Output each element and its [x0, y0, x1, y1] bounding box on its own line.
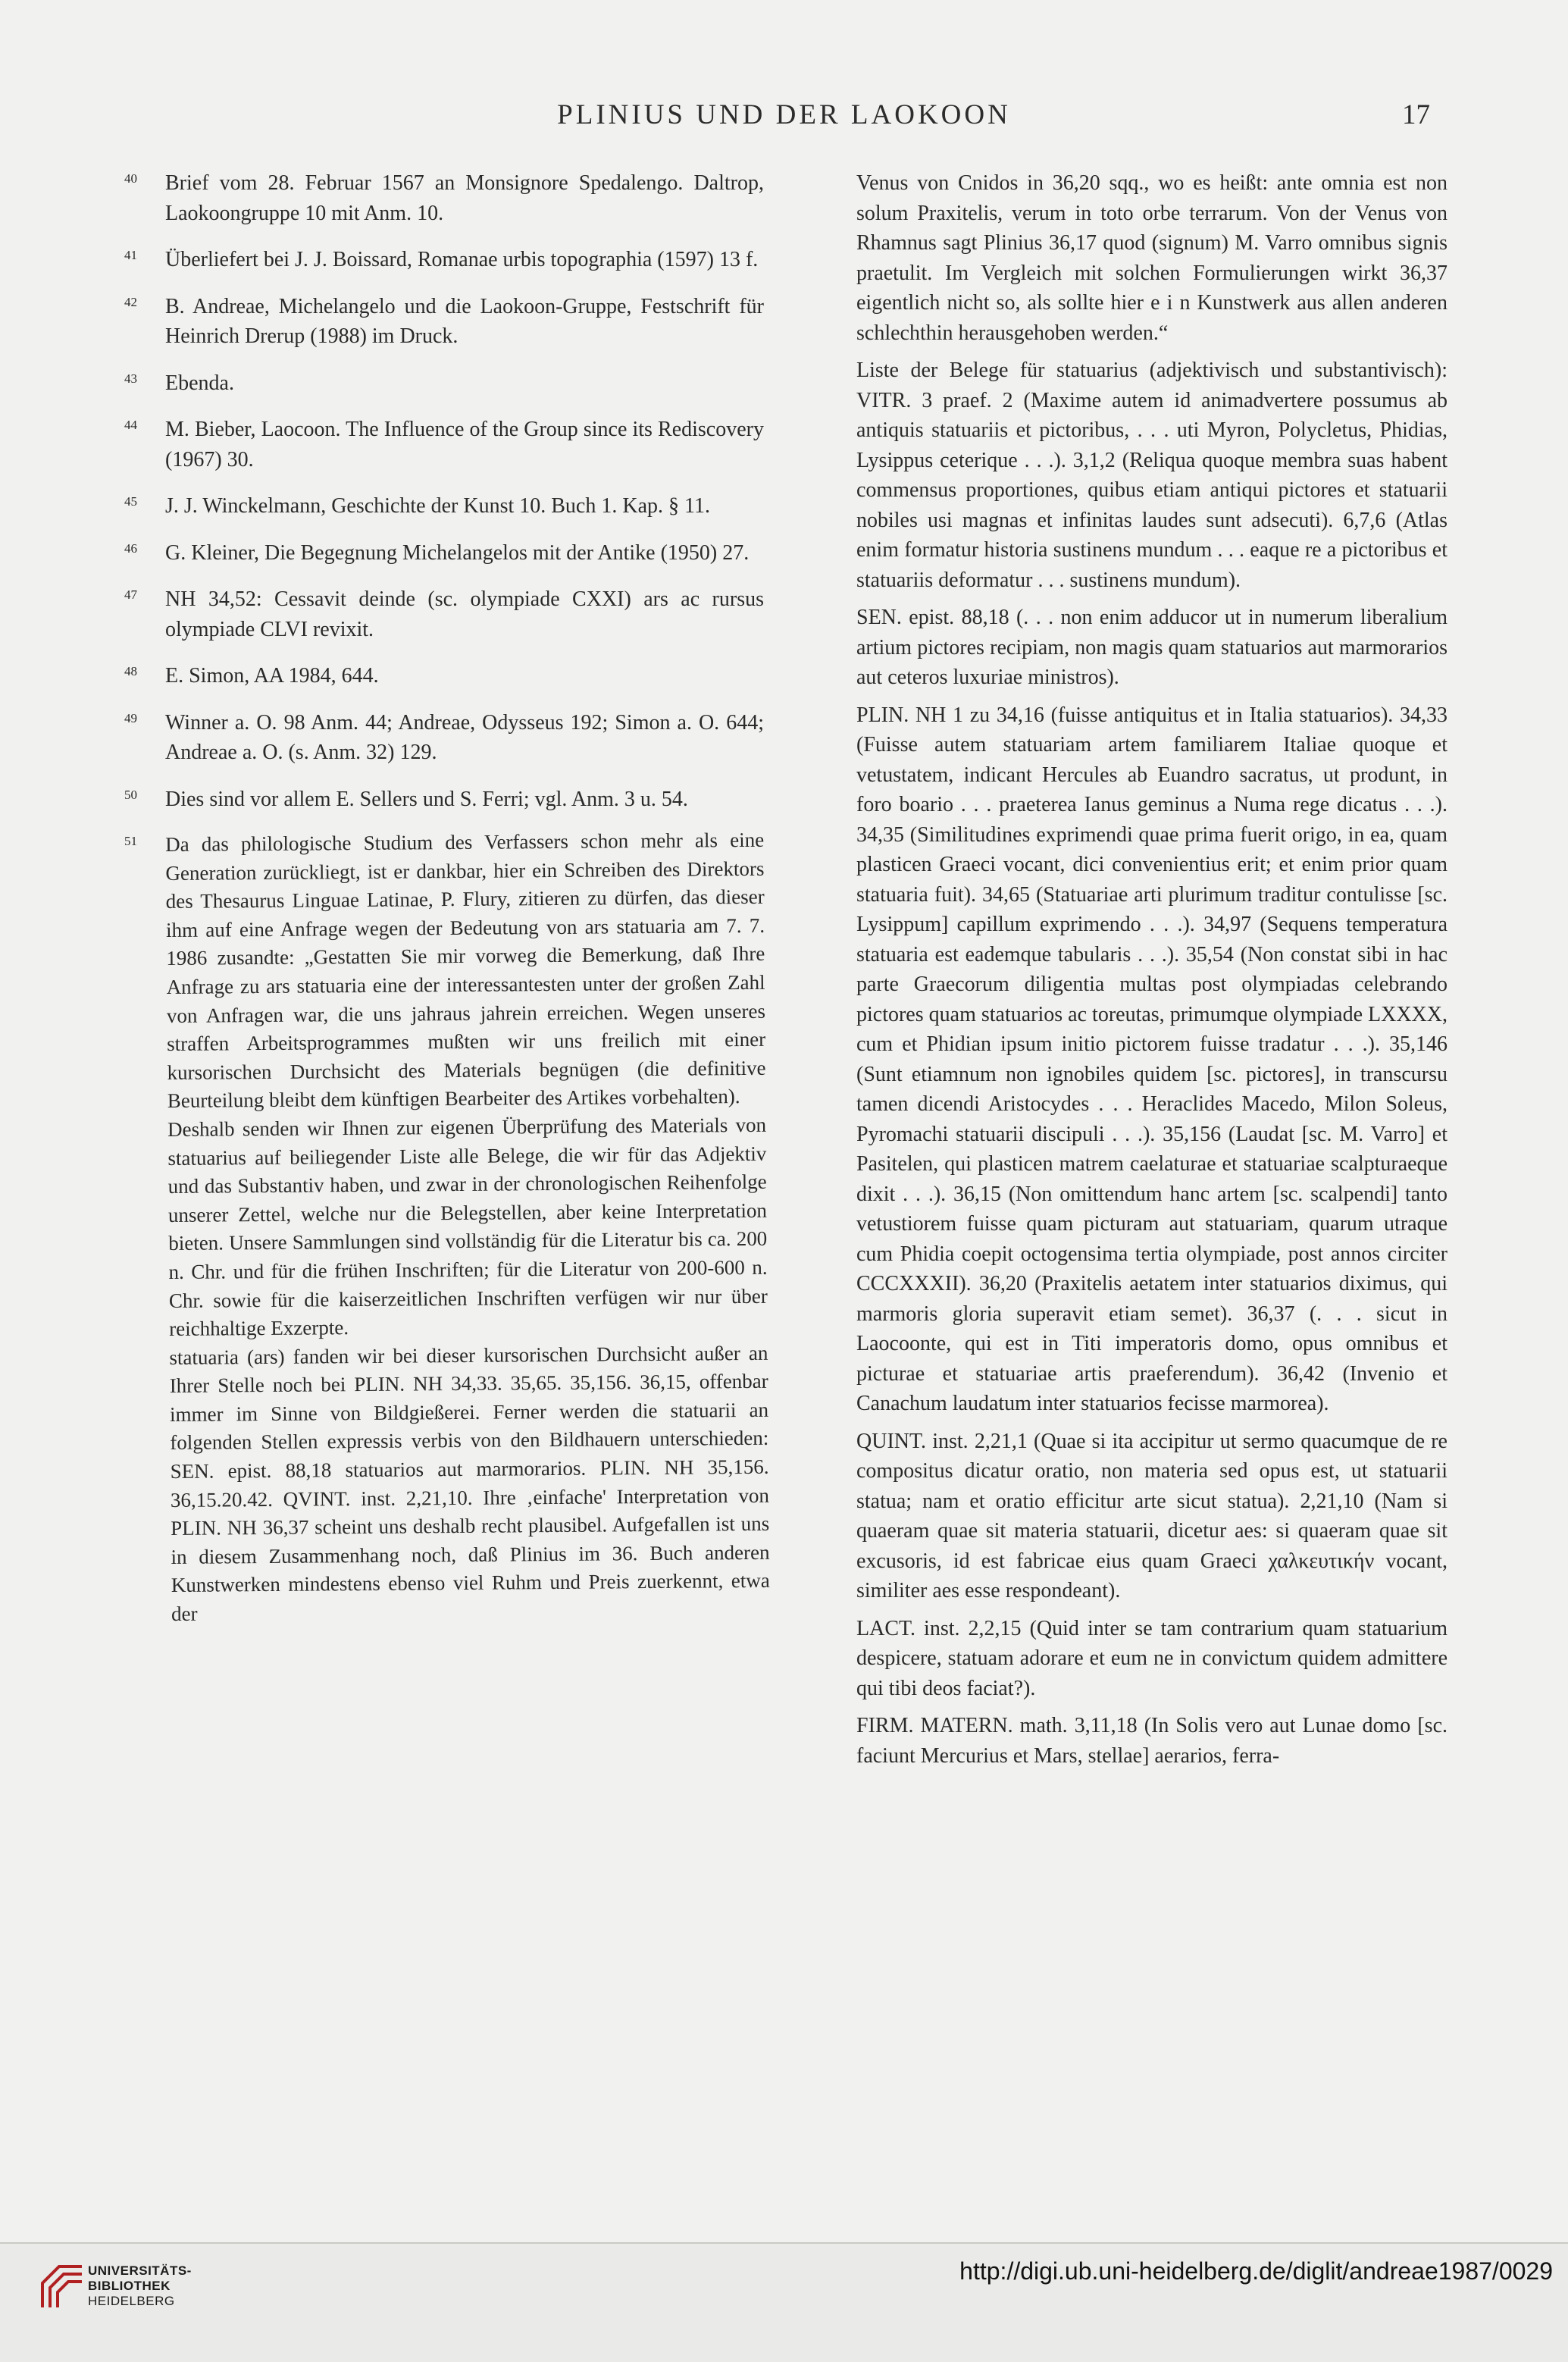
- footnote-48: [124, 661, 764, 691]
- footnote-42: [124, 292, 764, 352]
- evidence-paragraph: SEN. epist. 88,18 (. . . non enim adducor ut in numerum liberalium artium pictores recipiam, non magis quam statuarios aut marmorarios aut ceteros luxuriae ministros).: [856, 606, 1448, 689]
- letter-continuation: Venus von Cnidos in 36,20 sqq., wo es heißt: ante omnia est non solum Praxitelis, verum in toto orbe terrarum. Von der Venus von Rhamnus sagt Plinius 36,17 quod (signum) M. Varro omnibus signis praetulit. Im Vergleich mit solchen Formulierungen wirkt 36,37 eigentlich nicht so, als sollte hier e i n Kunstwerk aus allen anderen schlechthin herausgehoben werden.“: [856, 171, 1448, 345]
- footnote-46: [124, 538, 764, 569]
- footnote-number: 50: [124, 787, 137, 802]
- footnote-49: [124, 708, 764, 768]
- footnote-text: Dies sind vor allem E. Sellers und S. Ferri; vgl. Anm. 3 u. 54.: [165, 787, 688, 811]
- footnote-text: Winner a. O. 98 Anm. 44; Andreae, Odysseus 192; Simon a. O. 644; Andreae a. O. (s. Anm. 32) 129.: [165, 710, 764, 764]
- footnote-text: J. J. Winckelmann, Geschichte der Kunst 10. Buch 1. Kap. § 11.: [165, 494, 710, 518]
- footnote-number: 43: [124, 371, 137, 386]
- evidence-paragraph: PLIN. NH 1 zu 34,16 (fuisse antiquitus et in Italia statuarios). 34,33 (Fuisse autem statuariam artem familiarem Italiae quoque et vetustatem, indicant Hercules ab Euandro sacratus, ut produnt, in foro boario . . . praeterea Ianus geminus a Numa rege dicatus . . .). 34,35 (Similitudines exprimendi quae prima fuerit origo, in ea, quam plasticen Graeci vocant, dici convenientius erit; et enim prior quam statuaria fuit). 34,65 (Statuariae arti plurimum traditur contulisse [sc. Lysippum] capillum exprimendo . . .). 34,97 (Sequens temperatura statuaria est eademque tabularis . . .). 35,54 (Non constat sibi in hac parte Graecorum diligentia multas post olympiadas celebrando pictores quam statuarios ac toreutas, primumque olympiade LXXXX, cum et Phidian ipsum initio pictorem fuisse tradatur . . .). 35,146 (Sunt etiamnum non ignobiles quidem [sc. pictores], in transcursu tamen dicendi Aristocydes . . . Heraclides Macedo, Milon Soleus, Pyromachi statuarii discipuli . . .). 35,156 (Laudat [sc. M. Varro] et Pasitelen, qui plasticen matrem caelaturae et statuariae scalpturaeque dixit . . .). 36,15 (Non omittendum hanc artem [sc. scalpendi] tanto vetustiorem fuisse quam picturam aut statuariam, quarum utraque cum Phidia coepit octogensima tertia olympiade, post annos circiter CCCXXXII). 36,20 (Praxitelis aetatem inter statuarios diximus, qui marmoris gloria superavit etiam semet). 36,37 (. . . sicut in Laocoonte, qui est in Titi imperatoris domo, opus omnibus et picturae et statuariae artis praeferendum). 36,42 (Invenio et Canachum laudatum inter statuarios fecisse marmorea).: [856, 703, 1448, 1415]
- source-url-link[interactable]: http://digi.ub.uni-heidelberg.de/diglit/andreae1987/0029: [959, 2257, 1553, 2285]
- footnote-51-paragraph: Da das philologische Studium des Verfassers schon mehr als eine Generation zurückliegt, ist er dankbar, hier ein Schreiben des Direktors des Thesaurus Linguae Latinae, P. Flury, zitieren zu dürfen, das dieser ihm auf eine Anfrage wegen der Bedeutung von ars statuaria am 7. 7. 1986 zusandte: „Gestatten Sie mir vorweg die Bemerkung, daß Ihre Anfrage zu ars statuaria eine der interessantesten unter der großen Zahl von Anfragen war, die uns jahraus jahrein erreichen. Wegen unseres straffen Arbeitsprogrammes mußten wir uns freilich mit einer kursorischen Durchsicht des Materials begnügen (die definitive Beurteilung bleibt dem künftigen Bearbeiter des Artikes vorbehalten).: [165, 828, 766, 1113]
- footnote-50: [124, 785, 764, 815]
- library-name: UNIVERSITÄTS-: [88, 2263, 192, 2278]
- footnote-47: [124, 584, 764, 644]
- footnote-number: 49: [124, 710, 137, 725]
- library-city: HEIDELBERG: [88, 2294, 175, 2308]
- footnote-text: M. Bieber, Laocoon. The Influence of the Group since its Rediscovery (1967) 30.: [165, 418, 764, 471]
- footnote-number: 41: [124, 248, 137, 262]
- footnote-number: 46: [124, 540, 137, 556]
- library-name-line2: BIBLIOTHEK: [88, 2279, 171, 2293]
- footnote-51-paragraph: statuaria (ars) fanden wir bei dieser kursorischen Durchsicht außer an Ihrer Stelle noch bei PLIN. NH 34,33. 35,65. 35,156. 36,15, offenbar immer im Sinne von Bildgießerei. Ferner werden die statuarii an folgenden Stellen expressis verbis von den Bildhauern unterschieden: SEN. epist. 88,18 statuarios aut marmorarios. PLIN. NH 35,156. 36,15.20.42. QVINT. inst. 2,21,10. Ihre ‚einfache' Interpretation von PLIN. NH 36,37 scheint uns deshalb recht plausibel. Aufgefallen ist uns in diesem Zusammenhang noch, daß Plinius im 36. Buch anderen Kunstwerken mindestens ebenso viel Ruhm und Preis zuerkennt, etwa der: [169, 1341, 770, 1625]
- footnote-51-body: [165, 826, 770, 1629]
- page-number: 17: [1402, 99, 1430, 130]
- footnote-text: G. Kleiner, Die Begegnung Michelangelos mit der Antike (1950) 27.: [165, 540, 750, 565]
- footnote-41: [124, 245, 764, 275]
- footnote-43: [124, 368, 764, 399]
- footnote-text: Überliefert bei J. J. Boissard, Romanae urbis topographia (1597) 13 f.: [165, 248, 759, 271]
- footnote-number: 44: [124, 418, 137, 432]
- footnote-40: [124, 168, 764, 228]
- footnote-number: 48: [124, 664, 137, 678]
- footnote-number: 51: [124, 834, 137, 848]
- footnote-51: [124, 828, 770, 1629]
- evidence-paragraph: LACT. inst. 2,2,15 (Quid inter se tam contrarium quam statuarium despicere, statuam adorare et eum ne in convictum quidem admittere qui tibi deos faciat?).: [856, 1616, 1448, 1700]
- footnote-number: 40: [124, 171, 137, 186]
- footnote-number: 47: [124, 587, 137, 602]
- footnote-text: B. Andreae, Michelangelo und die Laokoon-Gruppe, Festschrift für Heinrich Drerup (1988) im Druck.: [165, 294, 764, 348]
- footnote-44: [124, 415, 764, 475]
- evidence-paragraph: FIRM. MATERN. math. 3,11,18 (In Solis vero aut Lunae domo [sc. faciunt Mercurius et Mars, stellae] aerarios, ferra-: [856, 1714, 1448, 1768]
- footnote-text: Brief vom 28. Februar 1567 an Monsignore Spedalengo. Daltrop, Laokoongruppe 10 mit Anm. 10.: [165, 171, 764, 225]
- footnote-list: [124, 168, 764, 814]
- footnote-text: NH 34,52: Cessavit deinde (sc. olympiade CXXI) ars ac rursus olympiade CLVI revixit.: [165, 587, 764, 641]
- evidence-list-column: [856, 168, 1448, 1774]
- footnote-51-paragraph: Deshalb senden wir Ihnen zur eigenen Überprüfung des Materials von statuarius auf beiliegender Liste alle Belege, die wir für das Adjektiv und das Substantiv haben, und zwar in der chronologischen Reihenfolge unserer Zettel, welche nur die Belegstellen, aber keine Interpretation bieten. Unsere Sammlungen sind vollständig für die Literatur bis ca. 200 n. Chr. und für die frühen Inschriften; für die Literatur von 200-600 n. Chr. sowie für die kaiserzeitlichen Inschriften verfügen wir nur über reichhaltige Exzerpte.: [167, 1113, 768, 1341]
- evidence-paragraph: Liste der Belege für statuarius (adjektivisch und substantivisch): VITR. 3 praef. 2 (Maxime autem id animadvertere possumus ab antiquis statuariis et pictoribus, . . . uti Myron, Polycletus, Phidias, Lysippus ceterique . . .). 3,1,2 (Reliqua quoque membra suas habent commensus proportiones, quibus etiam antiqui pictores et statuarii nobiles usi magnas et infinitas laudes sunt adsecuti). 6,7,6 (Atlas enim formatur historia sustinens mundum . . . eaque re a pictoribus et statuariis deformatur . . . sustinens mundum).: [856, 359, 1448, 592]
- footnote-text: Ebenda.: [165, 371, 234, 395]
- footnotes-column: [124, 168, 770, 1646]
- running-header: PLINIUS UND DER LAOKOON: [557, 99, 1011, 130]
- footnote-number: 45: [124, 494, 137, 509]
- library-logo-icon: [36, 2260, 89, 2313]
- footnote-number: 42: [124, 294, 137, 309]
- footnote-text: E. Simon, AA 1984, 644.: [165, 664, 379, 688]
- footnote-45: [124, 491, 764, 522]
- evidence-paragraph: QUINT. inst. 2,21,1 (Quae si ita accipitur ut sermo quacumque de re compositus dicatur oratio, non materia sed opus est, ut statuarii statua; nam et oratio efficitur arte sicut statua). 2,21,10 (Nam si quaeram quae sit materia statuarii, dicetur aes: si quaeram quae sit excusoris, id est fabricae eius quam Graeci χαλκευτικήν vocant, similiter aes esse respondeant).: [856, 1429, 1448, 1602]
